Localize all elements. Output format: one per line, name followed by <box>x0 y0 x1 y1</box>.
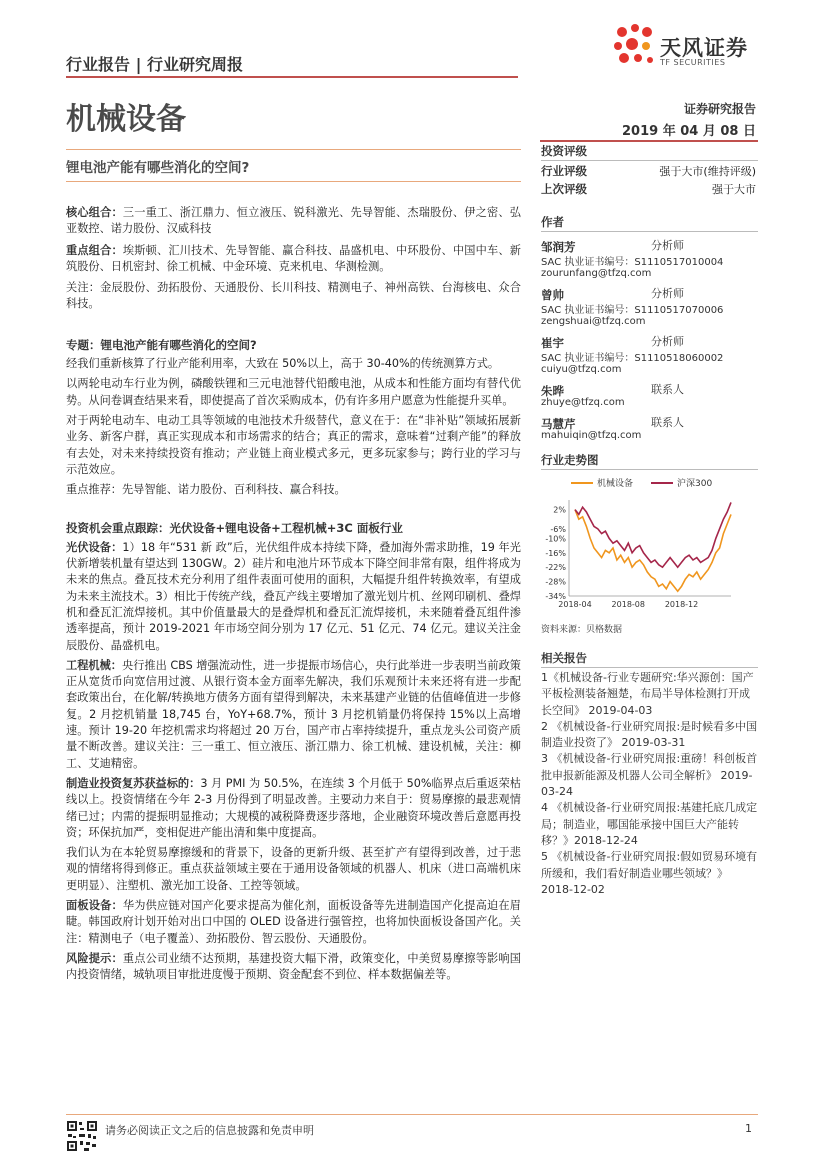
y-tick-label: -28% <box>545 577 566 587</box>
related-item[interactable]: 2 《机械设备-行业研究周报:是时候看多中国制造业投资了》 2019-03-31 <box>541 719 758 750</box>
tf-logo-icon <box>612 22 658 68</box>
related-list <box>541 670 759 898</box>
topic-paragraph-3: 对于两轮电动车、电动工具等领域的电池技术升级替代，意义在于：在“非补贴”领域拓展新业务、新客户群，真正实现成本和市场需求的结合；真正的需求，意味着“过剩产能”的释放有去处，对未来持续投资有推动；产业链上商业模式多元，更多玩家参与；跨行业的学习与示范效应。 <box>66 413 521 476</box>
footer-disclaimer[interactable]: 请务必阅读正文之后的信息披露和免责申明 <box>105 1124 314 1137</box>
author-block: 邹润芳 分析师 SAC 执业证书编号：S1110517010004 zourunfang@tfzq.com 曾帅 分析师 SAC 执业证书编号：S1110517070006 zengshuai@tfzq.com 崔宇 分析师 SAC 执业证书编号：S1110518060002 cuiyu@tfzq.com 朱晔 联系人 zhuye@tfzq.com 马慧芹 联系人 mahuiqin@tfzq.com <box>541 236 758 445</box>
report-date: 2019 年 04 月 08 日 <box>622 124 756 139</box>
related-item[interactable]: 4 《机械设备-行业研究周报:基建托底几成定局；制造业，哪国能承接中国巨大产能转移？》2018-12-24 <box>541 801 758 847</box>
y-tick-label: -10% <box>545 534 566 544</box>
legend-label: 机械设备 <box>597 479 634 489</box>
mfg-paragraph: 制造业投资复苏获益标的：3 月 PMI 为 50.5%，在连续 3 个月低于 50%临界点后重返荣枯线以上。投资情绪在今年 2-3 月份得到了明显改善。主要动力来自于：贸易摩擦的最悲观情绪已过；内需的提振明显推动；大规模的减税降费逐步落地，企业融资环境改善后意愿再投资；环保抗加严，变相促进产能出清和集中度提高。 <box>66 776 521 839</box>
page-number: 1 <box>745 1122 752 1135</box>
authors-divider <box>541 231 758 232</box>
y-tick-label: -16% <box>545 548 566 558</box>
core-portfolio: 核心组合：三一重工、浙江鼎力、恒立液压、锐科激光、先导智能、杰瑞股份、伊之密、弘亚数控、诺力股份、汉威科技 <box>66 206 521 236</box>
series-line-csi300 <box>575 502 731 567</box>
x-tick-label: 2018-04 <box>558 600 592 609</box>
watch-list: 关注：金辰股份、劲拓股份、天通股份、长川科技、精测电子、神州高铁、台海核电、众合科技。 <box>66 281 521 311</box>
tracking-heading: 投资机会重点跟踪：光伏设备+锂电设备+工程机械+3C 面板行业 <box>66 521 403 536</box>
industry-rating-value: 强于大市(维持评级) <box>659 165 756 178</box>
topic-heading: 专题：锂电池产能有哪些消化的空间? <box>66 337 257 352</box>
x-tick-label: 2018-12 <box>664 600 699 609</box>
logo-sub: TF SECURITIES <box>660 58 726 67</box>
author-email-2[interactable]: zengshuai@tfzq.com <box>541 316 646 327</box>
industry-title: 机械设备 <box>66 102 186 137</box>
topic-recommendation: 重点推荐：先导智能、诺力股份、百利科技、赢合科技。 <box>66 483 346 497</box>
risk-paragraph: 风险提示：重点公司业绩不达预期，基建投资大幅下滑，政策变化，中美贸易摩擦等影响国内投资情绪，城轨项目审批进度慢于预期、资金配套不到位、样本数据偏差等。 <box>66 951 521 982</box>
rating-divider <box>541 160 758 161</box>
panel-paragraph: 面板设备：华为供应链对国产化要求提高为催化剂，面板设备等先进制造国产化提高迫在眉睫。韩国政府计划开始对出口中国的 OLED 设备进行强管控，也将加快面板设备国产化。关注：精测电子（电子覆盖）、劲拓股份、智云股份、天通股份。 <box>66 898 521 945</box>
related-divider <box>541 667 758 668</box>
footer-divider <box>66 1114 758 1115</box>
related-heading: 相关报告 <box>541 651 587 665</box>
mfg-paragraph-2: 我们认为在本轮贸易摩擦缓和的背景下，设备的更新升级、甚至扩产有望得到改善，过于悲观的情绪将得到修正。重点获益领域主要在于通用设备领域的机器人、机床（进口高端机床更明显）、注塑机、激光加工设备、工控等领域。 <box>66 846 521 892</box>
logo-name: 天风证券 <box>660 36 748 60</box>
y-tick-label: -6% <box>550 524 566 534</box>
report-category: 行业报告 | 行业研究周报 <box>66 55 243 74</box>
rating-heading: 投资评级 <box>541 144 587 158</box>
industry-trend-chart <box>541 474 758 614</box>
author-email-3[interactable]: cuiyu@tfzq.com <box>541 364 622 375</box>
related-item[interactable]: 3 《机械设备-行业研究周报:重磅！科创板首批申报新能源及机器人公司全解析》 2019-03-24 <box>541 752 758 799</box>
chart-source: 资料来源：贝格数据 <box>541 625 623 635</box>
report-type: 证券研究报告 <box>683 102 756 116</box>
y-tick-label: -34% <box>545 592 566 601</box>
authors-heading: 作者 <box>541 215 564 229</box>
main-body <box>66 205 521 983</box>
chart-heading: 行业走势图 <box>541 453 599 467</box>
prev-rating-label: 上次评级 <box>541 182 587 196</box>
x-tick-label: 2018-08 <box>611 600 645 609</box>
author-email-1[interactable]: zourunfang@tfzq.com <box>541 268 652 279</box>
industry-rating-label: 行业评级 <box>541 164 587 178</box>
header-divider <box>66 76 518 78</box>
y-tick-label: 2% <box>553 505 566 515</box>
key-portfolio: 重点组合：埃斯顿、汇川技术、先导智能、赢合科技、晶盛机电、中环股份、中国中车、新筑股份、日机密封、徐工机械、中金环境、克来机电、华测检测。 <box>66 243 521 273</box>
series-line-machinery <box>575 510 731 592</box>
author-email-4[interactable]: zhuye@tfzq.com <box>541 397 625 408</box>
related-item[interactable]: 1《机械设备-行业专题研究:华兴源创：国产平板检测装备翘楚，布局半导体检测打开成长空间》 2019-04-03 <box>541 671 754 717</box>
chart-divider <box>541 469 758 470</box>
legend-label: 沪深300 <box>677 479 713 489</box>
related-item[interactable]: 5 《机械设备-行业研究周报:假如贸易环境有所缓和，我们看好制造业哪些领域？》2018-12-02 <box>541 850 758 896</box>
cm-paragraph: 工程机械：央行推出 CBS 增强流动性，进一步提振市场信心，央行此举进一步表明当前政策正从宽货币向宽信用过渡、从银行资本金方面率先解决，我们乐观预计未来还将有进一步配套政策出台，在化解/转换地方债务方面有望得到解决，未来基建产业链的估值峰值进一步修复。2 月挖机销量 18,745 台，YoY+68.7%，预计 3 月挖机销量仍将保持 15%以上高增速。预计 19-20 年挖机需求均将超过 20 万台，国产市占率持续提升，重点龙头公司资产质量不断改善。建议关注：三一重工、恒立液压、浙江鼎力、徐工机械、建设机械，关注：柳工、艾迪精密。 <box>66 658 521 770</box>
prev-rating-value: 强于大市 <box>712 183 756 196</box>
report-subtitle: 锂电池产能有哪些消化的空间? <box>66 160 250 176</box>
author-email-5[interactable]: mahuiqin@tfzq.com <box>541 430 642 441</box>
y-tick-label: -22% <box>545 563 566 573</box>
qr-code-icon <box>66 1120 98 1152</box>
topic-paragraph-2: 以两轮电动车行业为例，磷酸铁锂和三元电池替代铅酸电池，从成本和性能方面均有替代优势。从问卷调查结果来看，即使提高了首次采购成本，仍有许多用户愿意为性能提升买单。 <box>66 377 521 407</box>
right-divider <box>540 140 758 142</box>
pv-paragraph: 光伏设备：1）18 年“531 新 政”后，光伏组件成本持续下降，叠加海外需求助推，19 年光伏新增装机量有望达到 130GW。2）硅片和电池片环节成本下降空间非常有限，组件将成为未来的焦点。叠瓦技术充分利用了组件表面可使用的面积，大幅提升组件转换效率，有望成为未来主流技术。3）相比于传统产线，叠瓦产线主要增加了激光划片机、丝网印刷机、叠焊机和叠瓦汇流焊接机。其中价值量最大的是叠焊机和叠瓦汇流焊接机，未来随着叠瓦组件渗透率提高，预计 2019-2021 年市场空间分别为 17 亿元、51 亿元、74 亿元。建议关注金辰股份、晶盛机电。 <box>66 540 521 652</box>
topic-paragraph-1: 经我们重新核算了行业产能利用率，大致在 50%以上，高于 30-40%的传统测算方式。 <box>66 357 500 371</box>
